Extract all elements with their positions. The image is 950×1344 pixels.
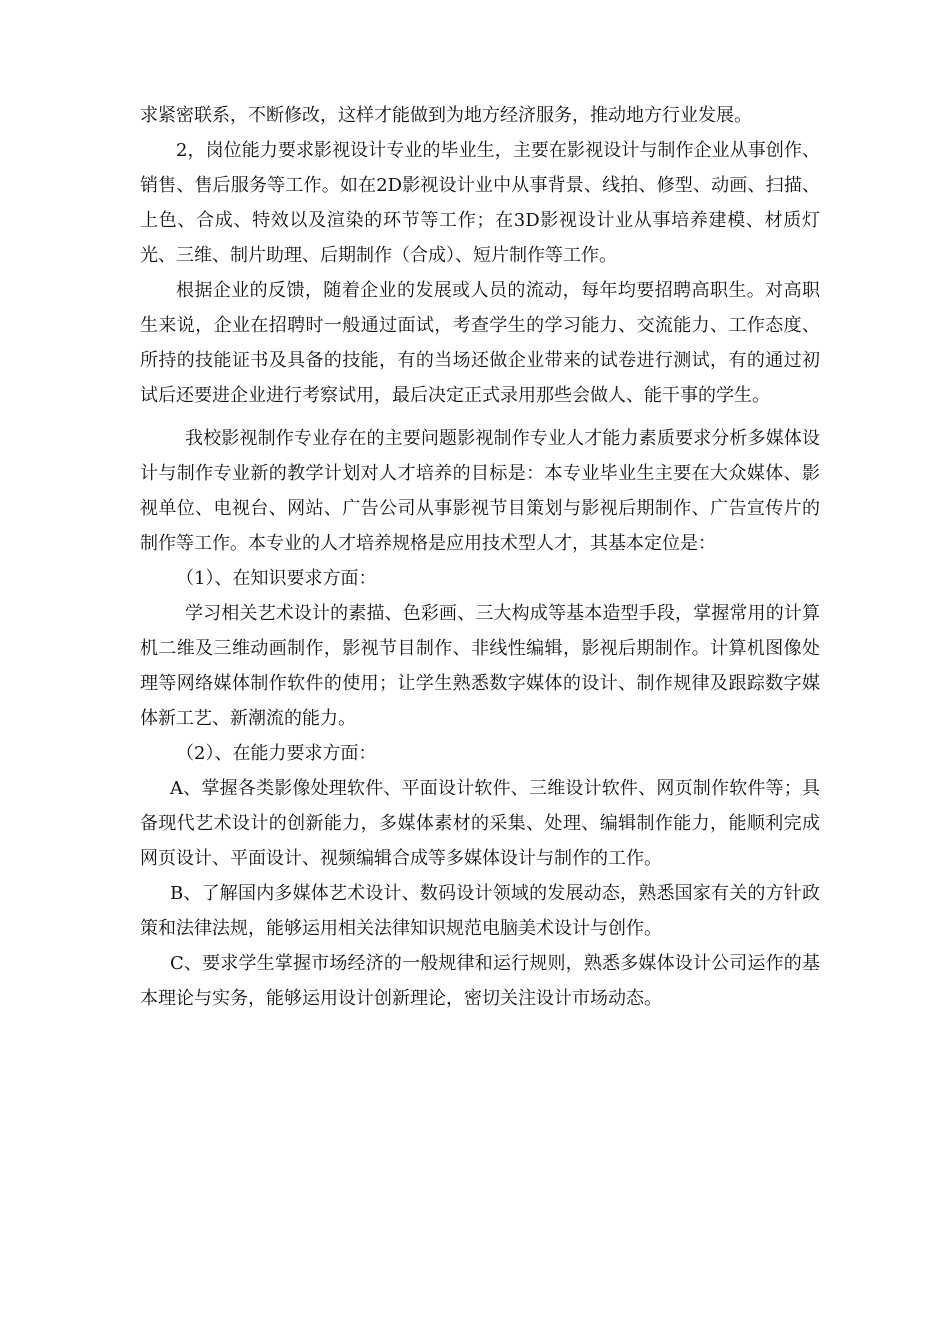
paragraph-continuation: 求紧密联系，不断修改，这样才能做到为地方经济服务，推动地方行业发展。 (140, 105, 752, 126)
document-body (140, 98, 820, 1016)
paragraph-school-program: 我校影视制作专业存在的主要问题影视制作专业人才能力素质要求分析多媒体设计与制作专业新的教学计划对人才培养的目标是：本专业毕业生主要在大众媒体、影视单位、电视台、网站、广告公司从事影视节目策划与影视后期制作、广告宣传片的制作等工作。本专业的人才培养规格是应用技术型人才，其基本定位是： (140, 428, 820, 554)
paragraph-knowledge-heading: （1）、在知识要求方面： (176, 568, 377, 589)
paragraph-ability-a: A、掌握各类影像处理软件、平面设计软件、三维设计软件、网页制作软件等；具备现代艺术设计的创新能力，多媒体素材的采集、处理、编辑制作能力，能顺利完成网页设计、平面设计、视频编辑合成等多媒体设计与制作的工作。 (140, 778, 820, 869)
paragraph-ability-b: B、了解国内多媒体艺术设计、数码设计领域的发展动态，熟悉国家有关的方针政策和法律法规，能够运用相关法律知识规范电脑美术设计与创作。 (140, 883, 820, 939)
paragraph-ability-c: C、要求学生掌握市场经济的一般规律和运行规则，熟悉多媒体设计公司运作的基本理论与实务，能够运用设计创新理论，密切关注设计市场动态。 (140, 953, 820, 1009)
paragraph-enterprise-feedback: 根据企业的反馈，随着企业的发展或人员的流动，每年均要招聘高职生。对高职生来说，企业在招聘时一般通过面试，考查学生的学习能力、交流能力、工作态度、所持的技能证书及具备的技能，有的当场还做企业带来的试卷进行测试，有的通过初试后还要进企业进行考察试用，最后决定正式录用那些会做人、能干事的学生。 (140, 280, 820, 406)
paragraph-ability-heading: （2）、在能力要求方面： (176, 743, 377, 764)
paragraph-knowledge-detail: 学习相关艺术设计的素描、色彩画、三大构成等基本造型手段，掌握常用的计算机二维及三维动画制作，影视节目制作、非线性编辑，影视后期制作。计算机图像处理等网络媒体制作软件的使用；让学生熟悉数字媒体的设计、制作规律及跟踪数字媒体新工艺、新潮流的能力。 (140, 603, 820, 729)
paragraph-job-ability: 2，岗位能力要求影视设计专业的毕业生，主要在影视设计与制作企业从事创作、销售、售后服务等工作。如在2D影视设计业中从事背景、线拍、修型、动画、扫描、上色、合成、特效以及渲染的环节等工作；在3D影视设计业从事培养建模、材质灯光、三维、制片助理、后期制作（合成）、短片制作等工作。 (140, 140, 820, 266)
